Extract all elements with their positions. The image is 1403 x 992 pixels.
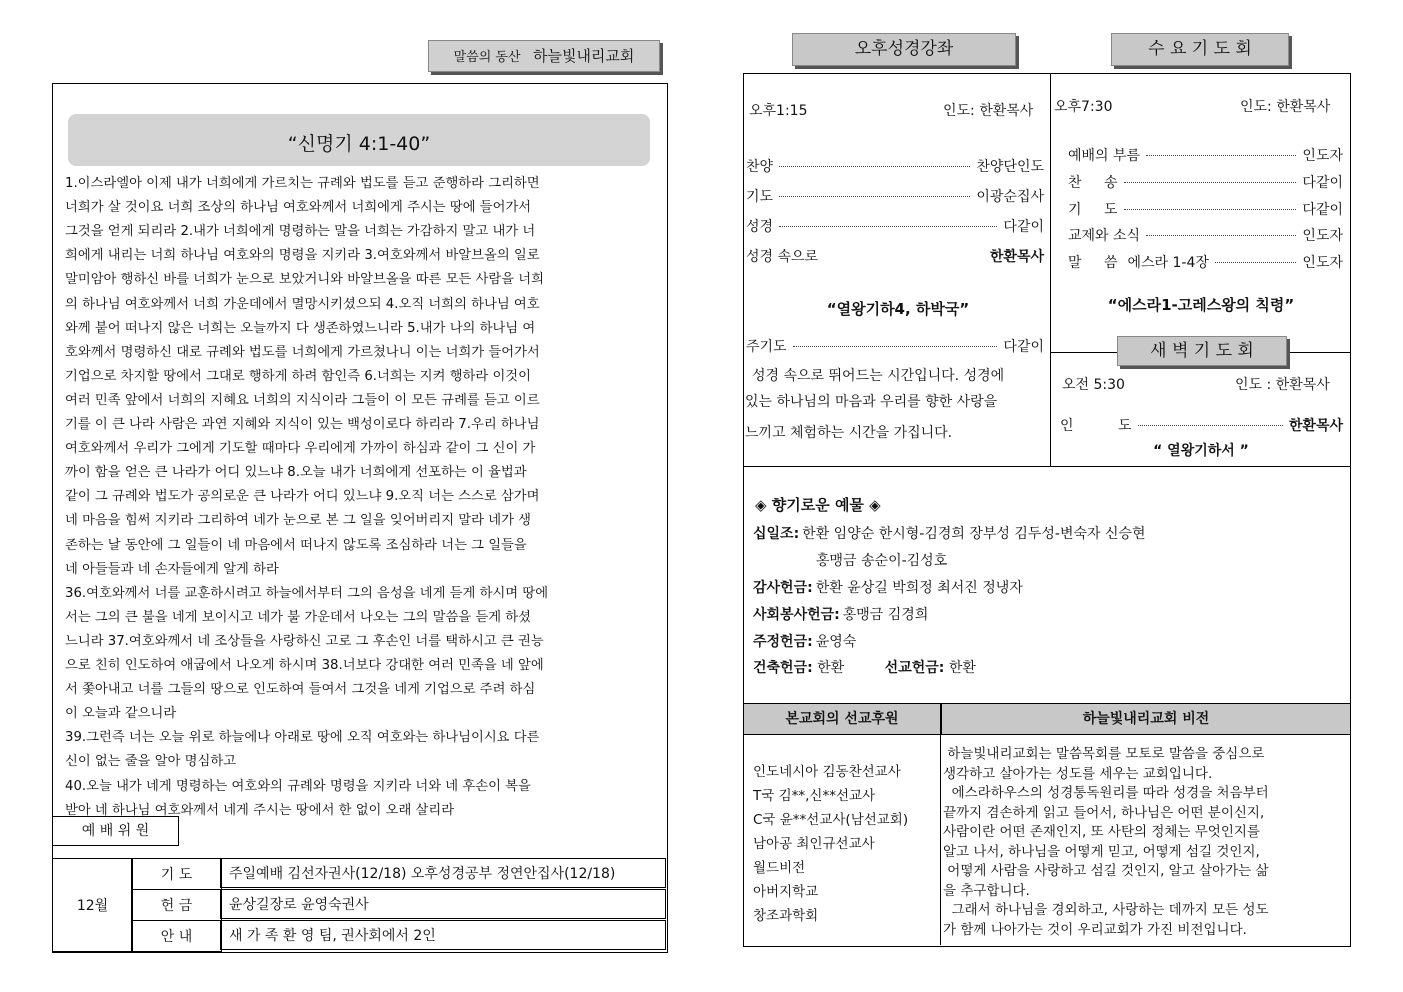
role-detail: 주일예배 김선자권사(12/18) 오후성경공부 정연안집사(12/18): [229, 866, 616, 882]
vision-line: 알고 나서, 하나님을 어떻게 믿고, 어떻게 섬길 것인지,: [943, 843, 1260, 860]
vision-line: 을 추구합니다.: [943, 882, 1030, 899]
order-label: 찬양: [746, 159, 774, 175]
scripture-line: 희에게 내리는 너희 하나님 여호와의 명령을 지키라 3.여호와께서 바알브올의 일로: [65, 248, 540, 264]
offering-names: 홍맹금 송순이-김성호: [816, 553, 948, 569]
vision-line: 하늘빛내리교회는 말씀목회를 모토로 말씀을 중심으로: [943, 746, 1265, 762]
offering-label: 건축헌금:: [753, 660, 813, 676]
vision-header: 하늘빛내리교회 비전: [1082, 711, 1210, 727]
scripture-line: 네 아들들과 네 손자들에게 알게 하라: [65, 561, 279, 577]
scripture-line: 기업으로 차지할 땅에서 그대로 행하게 하려 함인즉 6.너희는 지켜 행하라 이것이: [65, 368, 531, 384]
missions-header: 본교회의 선교후원: [785, 711, 899, 727]
wednesday-prayer-title: 수 요 기 도 회: [1148, 39, 1252, 59]
list-item: [746, 186, 1044, 206]
offering-row: [753, 523, 1146, 543]
list-item: [1068, 145, 1343, 165]
worship-committee-label-box: [52, 816, 179, 846]
services-divider: [743, 466, 1350, 467]
list-item: [1068, 199, 1343, 219]
scripture-line: 으로 친히 인도하여 애굽에서 나오게 하시며 38.너보다 강대한 여러 민족을 네 앞에: [65, 658, 544, 673]
list-item: [1068, 172, 1343, 192]
order-value: 한환목사: [989, 249, 1044, 265]
list-item: [746, 216, 1044, 236]
month-cell: [52, 858, 133, 952]
dawn-prayer-title-badge: [1117, 336, 1287, 366]
table-row: [131, 920, 222, 952]
vision-line: 사람이란 어떤 존재인지, 또 사탄의 정체는 무엇인지를: [943, 824, 1260, 840]
leader-dots: [1124, 182, 1297, 183]
wednesday-leader: 인도: 한환목사: [1240, 99, 1331, 115]
scripture-line: 네 마음을 힘써 지키라 그리하여 네가 눈으로 본 그 일을 잊어버리지 말라 네가 생: [65, 513, 531, 529]
offerings-heading: ◈ 향기로운 예물 ◈: [755, 496, 881, 514]
order-value: 다같이: [1302, 175, 1343, 191]
scripture-line: 서는 그의 큰 불을 네게 보이시고 네가 불 가운데서 나오는 그의 말씀을 듣게 하셨: [65, 609, 531, 625]
order-label: 성경: [746, 219, 774, 235]
vision-line: 그래서 하나님을 경외하고, 사랑하는 데까지 모든 성도: [943, 902, 1269, 918]
offering-label: 십일조:: [753, 526, 800, 542]
sermon-title: “신명기 4:1-40”: [287, 133, 431, 155]
table-row: [220, 889, 666, 919]
church-name: 하늘빛내리교회: [532, 47, 635, 65]
vision-line: 가 함께 나아가는 것이 우리교회가 가진 비전입니다.: [943, 921, 1247, 938]
afternoon-description-1: 성경 속으로 뛰어드는 시간입니다. 성경에: [752, 368, 1005, 384]
scripture-line: 여러 민족 앞에서 너희의 지혜요 너희의 지식이라 그들이 이 모든 규례를 듣고 이르: [65, 392, 540, 408]
leader-dots: [1138, 425, 1283, 426]
mission-item: 남아공 최인규선교사: [753, 836, 875, 852]
offering-label: 선교헌금:: [884, 660, 945, 676]
order-label: 말 씀: [1068, 255, 1118, 271]
role-label: 기 도: [160, 867, 193, 883]
offering-label: 사회봉사헌금:: [753, 607, 840, 623]
church-motto: 말씀의 동산: [453, 50, 521, 65]
order-value: 인도자: [1302, 148, 1343, 164]
offering-row: [813, 550, 947, 570]
missions-vision-divider: [940, 703, 941, 945]
order-value: 인도자: [1302, 228, 1343, 244]
offering-names: 한환 윤상길 박희정 최서진 정냉자: [815, 580, 1023, 596]
mission-item: T국 김**,신**선교사: [753, 788, 876, 804]
missions-header-cell: [744, 703, 940, 735]
vertical-divider: [1050, 73, 1051, 466]
order-label: 기 도: [1068, 202, 1118, 218]
vision-line: 에스라하우스의 성경통독원리를 따라 성경을 처음부터: [943, 785, 1269, 801]
leader-dots: [779, 196, 970, 197]
order-value: 한환목사: [1288, 418, 1343, 434]
scripture-line: 너희가 살 것이요 너희 조상의 하나님 여호와께서 너희에게 주시는 땅에 들어가서: [65, 200, 532, 216]
order-value: 인도자: [1302, 255, 1343, 271]
offering-names: 한환 임양순 한시형-김경희 장부성 김두성-변숙자 신승현: [802, 526, 1146, 542]
afternoon-leader: 인도: 한환목사: [943, 103, 1034, 119]
building-offering: [753, 657, 976, 677]
scripture-line: 와께 붙어 떠나지 않은 너희는 오늘까지 다 생존하였느니라 5.내가 나의 하나님 여: [65, 320, 536, 336]
leader-dots: [1146, 155, 1296, 156]
mission-item: 아버지학교: [753, 884, 819, 900]
list-item: [746, 336, 1044, 356]
mission-item: 인도네시아 김동찬선교사: [753, 764, 901, 780]
order-value: 찬양단인도: [976, 159, 1044, 175]
offering-label: 감사헌금:: [753, 580, 813, 596]
church-header-badge: [428, 40, 660, 72]
order-value: 이광순집사: [976, 189, 1044, 205]
role-label: 안 내: [160, 929, 193, 945]
worship-committee-label: 예 배 위 원: [81, 823, 150, 839]
leader-dots: [779, 166, 970, 167]
afternoon-description-2: 있는 하나님의 마음과 우리를 향한 사랑을: [745, 394, 998, 410]
scripture-line: 호와께서 명령하신 대로 규례와 법도를 너희에게 가르쳤나니 이는 너희가 들어가서: [65, 344, 540, 360]
order-label: 찬 송: [1068, 175, 1118, 191]
order-label: 주기도: [746, 339, 787, 355]
list-item: [1060, 415, 1343, 435]
leader-dots: [793, 346, 998, 347]
scripture-line: 받아 네 하나님 여호와께서 네게 주시는 땅에서 한 없이 오래 살리라: [65, 802, 455, 818]
afternoon-study-title-badge: [792, 33, 1016, 66]
scripture-line: 의 하나님 여호와께서 너희 가운데에서 멸망시키셨으되 4.오직 너희의 하나님 여호: [65, 296, 540, 312]
offering-names: 홍맹금 김경희: [842, 607, 929, 623]
vision-line: 어떻게 사람을 사랑하고 섬길 것인지, 알고 살아가는 삶: [943, 863, 1269, 879]
order-value: 다같이: [1003, 219, 1044, 235]
role-detail: 윤상길장로 윤영숙권사: [229, 897, 369, 913]
table-row: [220, 858, 666, 888]
list-item: [746, 246, 1044, 266]
offering-names: 한환: [948, 660, 976, 676]
offering-row: [753, 631, 856, 651]
month-label: 12월: [76, 898, 109, 914]
leader-dots: [1215, 262, 1297, 263]
dawn-leader: 인도 : 한환목사: [1235, 377, 1330, 393]
sermon-title-bar: [68, 114, 650, 166]
scripture-line: 신이 없는 줄을 알아 명심하고: [65, 754, 237, 770]
scripture-line: 서 쫓아내고 너를 그들의 땅으로 인도하여 들여서 그것을 네게 기업으로 주려 하심: [65, 682, 536, 698]
scripture-line: 36.여호와께서 너를 교훈하시려고 하늘에서부터 그의 음성을 네게 듣게 하시며 땅에: [65, 585, 549, 601]
offering-row: [753, 604, 928, 624]
leader-dots: [779, 226, 997, 227]
scripture-line: 느니라 37.여호와께서 네 조상들을 사랑하신 고로 그 후손인 너를 택하시고 큰 권능: [65, 633, 544, 649]
scripture-line: 존하는 날 동안에 그 일들이 네 마음에서 떠나지 않도록 조심하라 너는 그 일들을: [65, 537, 527, 553]
order-value: 다같이: [1003, 339, 1044, 355]
wednesday-prayer-title-badge: [1111, 33, 1289, 66]
wednesday-time: 오후7:30: [1054, 99, 1113, 115]
role-detail: 새 가 족 환 영 팀, 권사회에서 2인: [229, 928, 436, 944]
order-label: 기도: [746, 189, 774, 205]
order-label: 성경 속으로: [746, 249, 819, 265]
dawn-prayer-title: 새 벽 기 도 회: [1150, 341, 1254, 361]
mission-item: 창조과학회: [753, 908, 819, 924]
offering-row: [753, 577, 1023, 597]
offering-names: 한환: [817, 660, 845, 676]
dawn-passage: “ 열왕기하서 ”: [1153, 443, 1249, 459]
vision-line: 생각하고 살아가는 성도를 세우는 교회입니다.: [943, 765, 1213, 782]
scripture-line: 1.이스라엘아 이제 내가 너희에게 가르치는 규례와 법도를 듣고 준행하라 그리하면: [65, 176, 540, 191]
table-row: [131, 889, 222, 921]
list-item: [1068, 225, 1343, 245]
scripture-line: 이 오늘과 같으니라: [65, 706, 177, 722]
mission-item: C국 윤**선교사(남선교회): [753, 812, 909, 828]
table-row: [131, 858, 222, 890]
vision-header-cell: [941, 703, 1350, 735]
scripture-line: 40.오늘 내가 네게 명령하는 여호와의 규례와 명령을 지키라 너와 네 후손이 복을: [65, 778, 531, 794]
offering-names: 윤영숙: [815, 634, 857, 650]
list-item: [746, 156, 1044, 176]
order-extra: 에스라 1-4장: [1127, 255, 1209, 271]
scripture-line: 39.그런즉 너는 오늘 위로 하늘에나 아래로 땅에 오직 여호와는 하나님이시요 다른: [65, 730, 540, 746]
list-item: [1068, 252, 1343, 272]
scripture-line: 말미암아 행하신 바를 너희가 눈으로 보았거니와 바알브올을 따른 모든 사람을 너희: [65, 272, 544, 288]
order-value: 다같이: [1302, 202, 1343, 218]
afternoon-description-3: 느끼고 체험하는 시간을 가집니다.: [745, 425, 953, 441]
vision-line: 끝까지 겸손하게 읽고 들어서, 하나님은 어떤 분이신지,: [943, 804, 1265, 821]
table-row: [220, 920, 666, 950]
order-label: 교제와 소식: [1068, 228, 1141, 244]
mission-item: 월드비전: [753, 860, 806, 876]
leader-dots: [1146, 235, 1296, 236]
leader-dots: [1124, 209, 1297, 210]
scripture-line: 까이 함을 얻은 큰 나라가 어디 있느냐 8.오늘 내가 너희에게 선포하는 이 율법과: [65, 465, 527, 481]
dawn-time: 오전 5:30: [1062, 377, 1125, 393]
scripture-line: 기를 이 큰 나라 사람은 과연 지혜와 지식이 있는 백성이로다 하리라 7.우리 하나님: [65, 417, 540, 432]
offering-label: 주정헌금:: [753, 634, 813, 650]
order-label: 예배의 부름: [1068, 148, 1141, 164]
afternoon-time: 오후1:15: [749, 103, 808, 119]
role-label: 헌 금: [160, 898, 193, 914]
scripture-line: 여호와께서 우리가 그에게 기도할 때마다 우리에게 가까이 하심과 같이 그 신이 가: [65, 441, 536, 457]
order-label: 인 도: [1060, 418, 1132, 434]
scripture-line: 그것을 얻게 되리라 2.내가 너희에게 명령하는 말을 너희는 가감하지 말고 내가 너: [65, 224, 536, 240]
afternoon-study-title: 오후성경강좌: [854, 39, 954, 59]
wednesday-passage: “에스라1-고레스왕의 칙령”: [1107, 296, 1295, 314]
scripture-line: 같이 그 규례와 법도가 공의로운 큰 나라가 어디 있느냐 9.오직 너는 스스로 삼가며: [65, 489, 540, 505]
afternoon-passage: “열왕기하4, 하박국”: [826, 300, 970, 318]
